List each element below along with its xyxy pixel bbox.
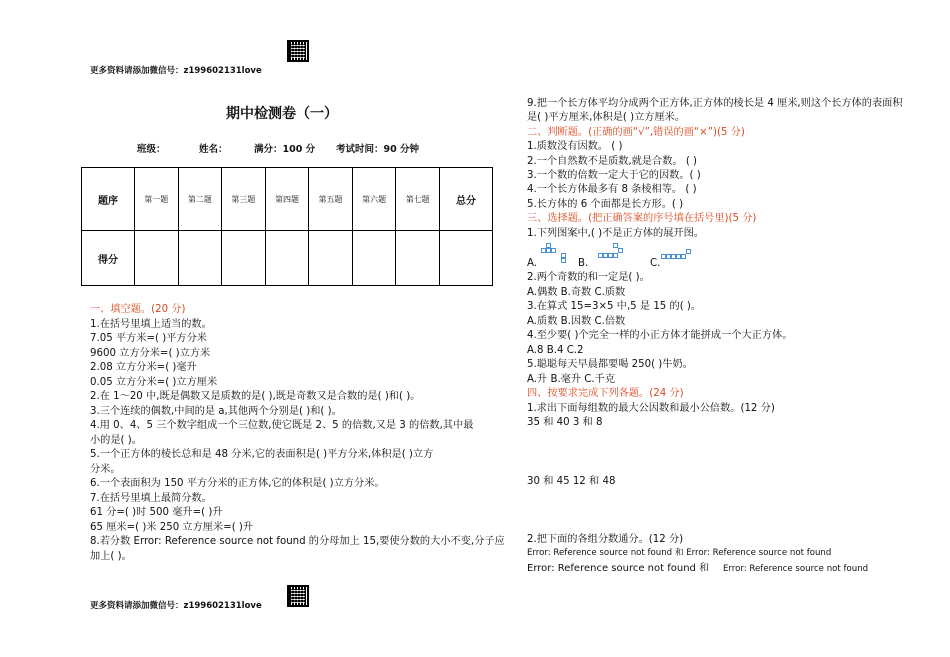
table-score-header: 得分 [82,231,135,286]
text-line: 35 和 40 3 和 8 [527,417,603,428]
table-col-3: 第三题 [222,168,266,231]
score-cell[interactable] [309,231,353,286]
wechat-note-bottom: 更多资料请添加微信号：z199602131love [90,601,262,611]
text-line: 1.求出下面每组数的最大公因数和最小公倍数。(12 分) [527,402,775,414]
page-title: 期中检测卷（一） [226,106,338,122]
score-cell[interactable] [135,231,179,286]
text-line: 3.一个数的倍数一定大于它的因数。( ) [527,170,701,181]
net-figure-b [598,242,632,266]
choice-b-label: B. [578,258,589,269]
text-line: 5.一个正方体的棱长总和是 48 分米,它的表面积是( )平方分米,体积是( )立方 [90,449,434,460]
text-line: 2.08 立方分米=( )毫升 [90,362,197,373]
name-label: 姓名： [199,144,228,155]
text-line: A.质数 B.因数 C.倍数 [527,315,626,327]
table-col-5: 第五题 [309,168,353,231]
text-line: 7.05 平方米=( )平方分米 [90,333,207,344]
table-col-6: 第六题 [352,168,396,231]
text-line: 分米。 [90,463,121,475]
table-total: 总分 [440,168,493,231]
text-line: 是( )平方厘米,体积是( )立方厘米。 [527,112,686,124]
qr-code-top [287,40,309,62]
error-line-2b: Error: Reference source not found [723,564,869,574]
text-line: A.8 B.4 C.2 [527,344,584,356]
text-line: 2.两个奇数的和一定是( )。 [527,272,650,283]
score-cell[interactable] [396,231,440,286]
text-line: 2.在 1～20 中,既是偶数又是质数的是( ),既是奇数又是合数的是( )和( )。 [90,391,421,402]
text-line: 6.一个表面积为 150 平方分米的正方体,它的体积是( )立方分米。 [90,478,385,489]
text-line: A.升 B.毫升 C.千克 [527,373,616,385]
score-cell[interactable] [178,231,222,286]
text-line: 5.长方体的 6 个面都是长方形。( ) [527,198,684,210]
text-line: 4.用 0、4、5 三个数字组成一个三位数,使它既是 2、5 的倍数,又是 3 的倍数,其中最 [90,420,474,431]
net-figure-c [661,248,705,266]
choice-c-label: C. [650,258,661,269]
text-line: A.偶数 B.奇数 C.质数 [527,286,626,298]
section-heading: 二、判断题。(正确的画“√”,错误的画“×”)(5 分) [527,126,745,138]
error-line-1: Error: Reference source not found 和 Error: Reference source not found [527,548,832,558]
pair-line-2: 30 和 45 12 和 48 [527,476,616,487]
qr-code-bottom [287,585,309,607]
text-line: 4.一个长方体最多有 8 条棱相等。 ( ) [527,184,697,196]
table-row-header: 题序 [82,168,135,231]
text-line: 2.一个自然数不是质数,就是合数。 ( ) [527,155,698,167]
score-info: 满分：100 分 [254,144,316,155]
class-label: 班级： [137,144,166,155]
table-col-1: 第一题 [135,168,179,231]
score-table [81,167,493,286]
table-col-7: 第七题 [396,168,440,231]
section4-question2: 2.把下面的各组分数通分。(12 分) [527,534,684,545]
table-col-2: 第二题 [178,168,222,231]
section-heading: 三、选择题。(把正确答案的序号填在括号里)(5 分) [527,213,757,225]
text-line: 小的是( )。 [90,434,142,446]
text-line: 8.若分数 Error: Reference source not found 的分母加上 15,要使分数的大小不变,分子应 [90,536,505,547]
text-line: 9.把一个长方体平均分成两个正方体,正方体的棱长是 4 厘米,则这个长方体的表面积 [527,98,903,109]
text-line: 5.聪聪每天早晨都要喝 250( )牛奶。 [527,359,693,370]
error-line-2a: Error: Reference source not found 和 [527,563,710,574]
text-line: 3.三个连续的偶数,中间的是 a,其他两个分别是( )和( )。 [90,405,342,417]
text-line: 65 厘米=( )米 250 立方厘米=( )升 [90,521,254,533]
choice-a-label: A. [527,258,538,269]
text-line: 1.下列图案中,( )不是正方体的展开图。 [527,227,704,239]
text-line: 4.至少要( )个完全一样的小正方体才能拼成一个大正方体。 [527,330,793,341]
text-line: 9600 立方分米=( )立方米 [90,347,211,359]
wechat-note-top: 更多资料请添加微信号：z199602131love [90,66,262,76]
text-line: 61 分=( )时 500 毫升=( )升 [90,507,223,518]
text-line: 3.在算式 15=3×5 中,5 是 15 的( )。 [527,301,702,312]
score-cell[interactable] [440,231,493,286]
score-cell[interactable] [352,231,396,286]
text-line: 1.在括号里填上适当的数。 [90,318,212,330]
section-heading: 四、按要求完成下列各题。(24 分) [527,388,684,399]
table-col-4: 第四题 [265,168,309,231]
text-line: 1.质数没有因数。 ( ) [527,141,623,153]
text-line: 加上( )。 [90,550,132,562]
section-heading: 一、填空题。(20 分) [90,304,186,315]
score-cell[interactable] [222,231,266,286]
text-line: 7.在括号里填上最简分数。 [90,492,212,504]
text-line: 0.05 立方分米=( )立方厘米 [90,376,218,388]
score-cell[interactable] [265,231,309,286]
net-figure-a [537,242,577,266]
time-info: 考试时间：90 分钟 [336,144,420,155]
